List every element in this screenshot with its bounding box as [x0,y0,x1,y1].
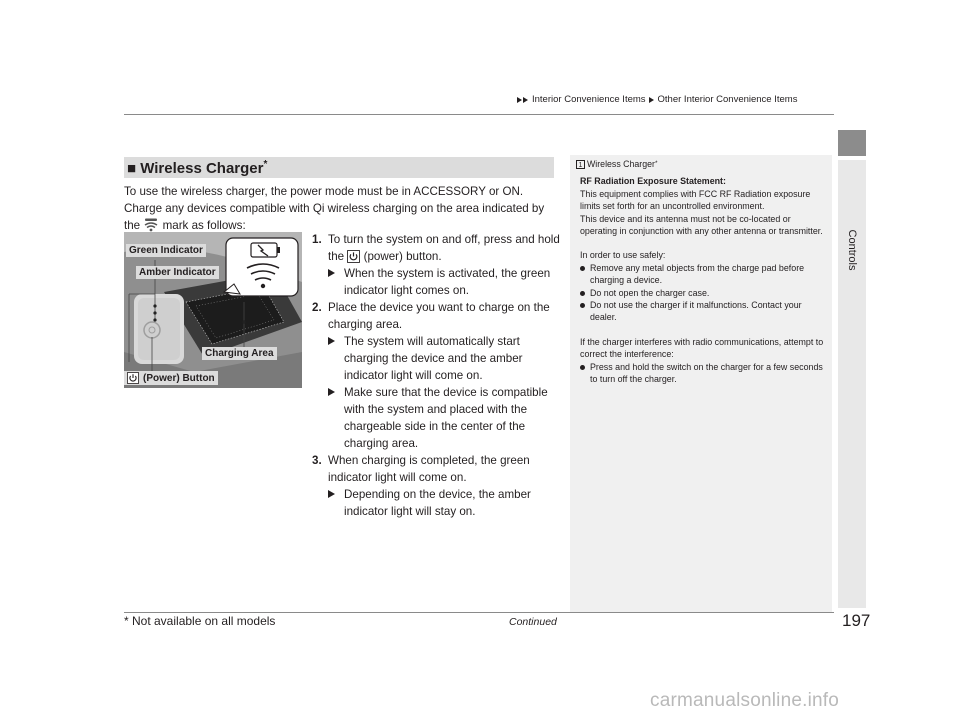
instruction-steps [312,231,562,520]
note-text: This device and its antenna must not be co-located or operating in conjunction with any other antenna or transmitter. [580,213,823,237]
note-bullet: Press and hold the switch on the charger for a few seconds to turn off the charger. [580,361,824,386]
step-detail: Depending on the device, the amber indicator light will stay on. [312,486,562,520]
footnote: * Not available on all models [124,614,276,628]
note-heading: 1 Wireless Charger * [576,158,824,170]
power-icon [127,372,139,384]
amber-indicator-label: Amber Indicator [136,266,219,279]
note-text: If the charger interferes with radio communications, attempt to correct the interference: [580,336,824,360]
power-button-label: (Power) Button [124,371,218,385]
intro-line: the mark as follows: [124,219,246,232]
step-item: 1. To turn the system on and off, press and hold the (power) button. [312,233,560,263]
sidebar-note [570,155,832,612]
chapter-tab-label: Controls [846,229,858,271]
step-detail: When the system is activated, the green indicator light comes on. [312,265,562,299]
breadcrumb-item: Other Interior Convenience Items [657,94,798,105]
power-icon [347,250,360,263]
breadcrumb [517,94,797,105]
note-rf-heading: RF Radiation Exposure Statement: [580,176,726,187]
footer-divider [124,612,834,613]
continued-label: Continued [509,616,557,628]
breadcrumb-arrow-icon [523,97,528,103]
note-text: This equipment complies with FCC RF Radiation exposure limits set forth for an uncontrolled environment. [580,188,811,212]
header-divider [124,114,834,115]
page-number: 197 [842,611,871,630]
section-square-icon: ■ [127,159,137,177]
note-text: In order to use safely: [580,250,666,261]
step-item: 3. When charging is completed, the green indicator light will come on. [312,454,530,484]
step-detail: Make sure that the device is compatible with the system and placed with the chargeable side in the center of the charging area. [312,384,562,452]
step-item: 2. Place the device you want to charge on the charging area. [312,301,550,331]
wireless-charger-illustration [124,232,302,388]
intro-line: Charge any devices compatible with Qi wireless charging on the area indicated by [124,202,545,215]
breadcrumb-item: Interior Convenience Items [532,94,646,105]
intro-line: To use the wireless charger, the power mode must be in ACCESSORY or ON. [124,185,524,198]
charging-area-label: Charging Area [202,347,277,360]
chapter-tab-strip [838,160,866,608]
note-bullet: Remove any metal objects from the charge pad before charging a device. [580,262,824,287]
wireless-charging-icon [143,218,159,232]
note-index-icon: 1 [576,160,585,169]
section-asterisk: * [263,158,268,170]
watermark: carmanualsonline.info [650,690,840,711]
breadcrumb-arrow-icon [517,97,522,103]
section-heading [124,157,554,178]
detail-arrow-icon [328,490,335,498]
note-bullet: Do not open the charger case. [580,287,824,299]
detail-arrow-icon [328,269,335,277]
green-indicator-label: Green Indicator [126,244,206,257]
step-detail: The system will automatically start charging the device and the amber indicator light will come on. [312,333,562,384]
chapter-tab-marker [838,130,866,156]
detail-arrow-icon [328,337,335,345]
note-bullet: Do not use the charger if it malfunctions. Contact your dealer. [580,299,824,324]
detail-arrow-icon [328,388,335,396]
section-title: ■ Wireless Charger* [127,158,268,177]
intro-paragraph [124,183,556,234]
breadcrumb-arrow-icon [649,97,654,103]
